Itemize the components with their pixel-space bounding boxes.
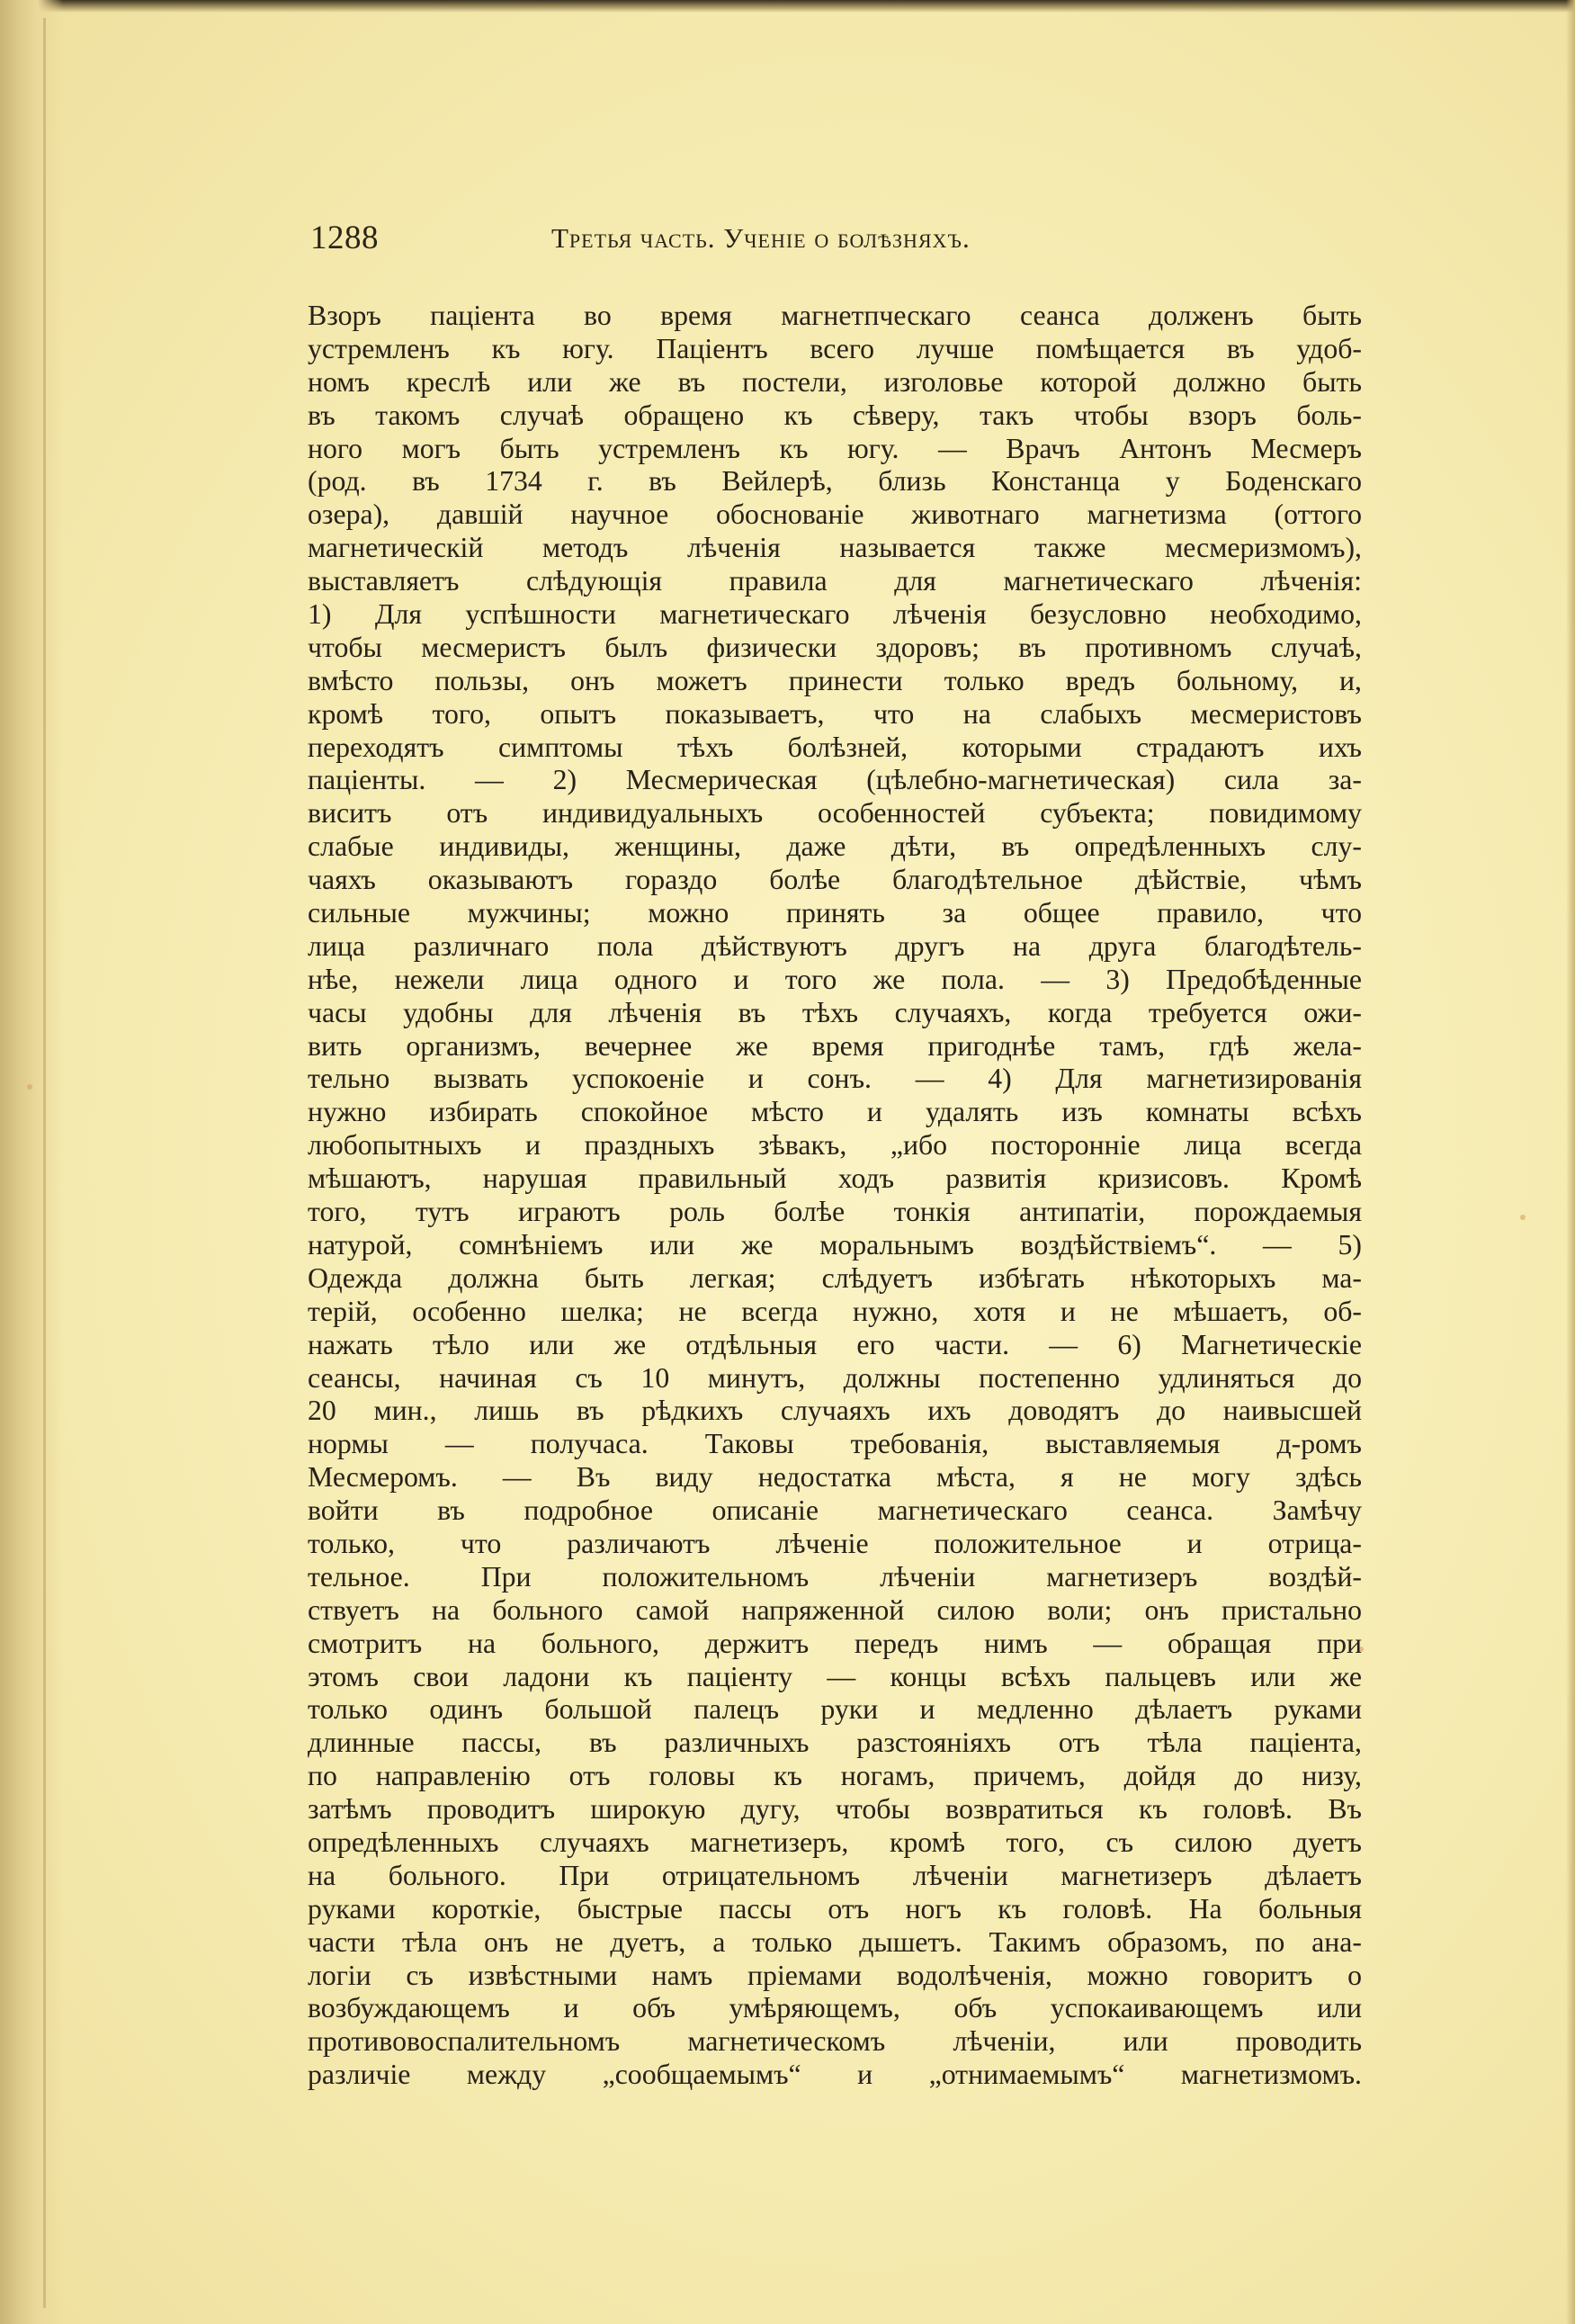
text-line: паціенты. — 2) Месмерическая (цѣлебно-магнетическая) сила за- bbox=[308, 764, 1362, 796]
text-line: Одежда должна быть легкая; слѣдуетъ избѣгать нѣкоторыхъ ма- bbox=[308, 1261, 1362, 1294]
text-line: того, тутъ играютъ роль болѣе тонкія антипатіи, порождаемыя bbox=[308, 1196, 1362, 1228]
text-line: логіи съ извѣстными намъ пріемами водолѣченія, можно говоритъ о bbox=[308, 1959, 1362, 1991]
text-line: (род. въ 1734 г. въ Вейлерѣ, близь Констанца у Боденскаго bbox=[308, 465, 1362, 498]
text-line: часы удобны для лѣченія въ тѣхъ случаяхъ, когда требуется ожи- bbox=[308, 996, 1362, 1028]
text-line: противовоспалительномъ магнетическомъ лѣченіи, или проводить bbox=[308, 2025, 1362, 2058]
page-header bbox=[310, 219, 1264, 269]
text-line: сильные мужчины; можно принять за общее правило, что bbox=[308, 897, 1362, 929]
text-line: нужно избирать спокойное мѣсто и удалять изъ комнаты всѣхъ bbox=[308, 1096, 1362, 1128]
text-line: нажать тѣло или же отдѣльныя его части. — 6) Магнетическіе bbox=[308, 1328, 1362, 1360]
paper-spot bbox=[1520, 1215, 1526, 1220]
text-line: затѣмъ проводитъ широкую дугу, чтобы возвратиться къ головѣ. Въ bbox=[308, 1793, 1362, 1826]
text-line: опредѣленныхъ случаяхъ магнетизеръ, кромѣ того, съ силою дуетъ bbox=[308, 1826, 1362, 1858]
text-line: этомъ свои ладони къ паціенту — концы всѣхъ пальцевъ или же bbox=[308, 1660, 1362, 1692]
text-line: переходятъ симптомы тѣхъ болѣзней, которыми страдаютъ ихъ bbox=[308, 731, 1362, 763]
text-line: войти въ подробное описаніе магнетическаго сеанса. Замѣчу bbox=[308, 1494, 1362, 1527]
text-line: слабые индивиды, женщины, даже дѣти, въ опредѣленныхъ слу- bbox=[308, 830, 1362, 863]
text-line: виситъ отъ индивидуальныхъ особенностей субъекта; повидимому bbox=[308, 797, 1362, 830]
page-top-edge bbox=[0, 0, 1575, 13]
text-line: 20 мин., лишь въ рѣдкихъ случаяхъ ихъ доводятъ до наивысшей bbox=[308, 1395, 1362, 1427]
text-line: смотритъ на больного, держитъ передъ нимъ — обращая при bbox=[308, 1627, 1362, 1659]
text-line: только одинъ большой палецъ руки и медленно дѣлаетъ руками bbox=[308, 1693, 1362, 1726]
text-line: вмѣсто пользы, онъ можетъ принести только вредъ больному, и, bbox=[308, 664, 1362, 696]
text-line: терій, особенно шелка; не всегда нужно, хотя и не мѣшаетъ, об- bbox=[308, 1295, 1362, 1327]
page-spine-shadow bbox=[0, 0, 63, 2324]
text-line: мѣшаютъ, нарушая правильный ходъ развитія кризисовъ. Кромѣ bbox=[308, 1162, 1362, 1195]
text-line: нѣе, нежели лица одного и того же пола. — 3) Предобѣденные bbox=[308, 963, 1362, 995]
text-line: Взоръ паціента во время магнетпческаго сеанса долженъ быть bbox=[308, 300, 1362, 331]
body-text bbox=[308, 300, 1362, 2092]
text-line: длинные пассы, въ различныхъ разстояніяхъ отъ тѣла паціента, bbox=[308, 1727, 1362, 1759]
text-line: любопытныхъ и праздныхъ зѣвакъ, „ибо посторонніе лица всегда bbox=[308, 1129, 1362, 1162]
text-line: руками короткіе, быстрые пассы отъ ногъ къ головѣ. На больныя bbox=[308, 1892, 1362, 1925]
text-line: чаяхъ оказываютъ гораздо болѣе благодѣтельное дѣйствіе, чѣмъ bbox=[308, 864, 1362, 896]
text-line: на больного. При отрицательномъ лѣченіи магнетизеръ дѣлаетъ bbox=[308, 1859, 1362, 1891]
text-line: лица различнаго пола дѣйствуютъ другъ на друга благодѣтель- bbox=[308, 929, 1362, 962]
text-line: натурой, сомнѣніемъ или же моральнымъ воздѣйствіемъ“. — 5) bbox=[308, 1228, 1362, 1261]
text-line: ного могъ быть устремленъ къ югу. — Врачъ Антонъ Месмеръ bbox=[308, 432, 1362, 464]
page-right-edge bbox=[1566, 0, 1575, 2324]
text-line: сеансы, начиная съ 10 минутъ, должны постепенно удлиняться до bbox=[308, 1361, 1362, 1394]
text-line: магнетическій методъ лѣченія называется также месмеризмомъ), bbox=[308, 532, 1362, 564]
text-line: въ такомъ случаѣ обращено къ сѣверу, такъ чтобы взоръ боль- bbox=[308, 399, 1362, 431]
text-line: ствуетъ на больного самой напряженной силою воли; онъ пристально bbox=[308, 1593, 1362, 1626]
text-line: тельно вызвать успокоеніе и сонъ. — 4) Для магнетизированія bbox=[308, 1063, 1362, 1095]
text-line: нормы — получаса. Таковы требованія, выставляемыя д-ромъ bbox=[308, 1428, 1362, 1460]
running-head: Третья часть. Ученiе о болѣзняхъ. bbox=[551, 222, 971, 254]
text-line: кромѣ того, опытъ показываетъ, что на слабыхъ месмеристовъ bbox=[308, 697, 1362, 730]
text-line: номъ креслѣ или же въ постели, изголовье которой должно быть bbox=[308, 365, 1362, 398]
text-line: части тѣла онъ не дуетъ, а только дышетъ. Такимъ образомъ, по ана- bbox=[308, 1925, 1362, 1958]
paper-spot bbox=[27, 1084, 32, 1090]
text-line: только, что различаютъ лѣченіе положительное и отрица- bbox=[308, 1527, 1362, 1559]
text-line: устремленъ къ югу. Паціентъ всего лучше помѣщается въ удоб- bbox=[308, 332, 1362, 364]
text-line: 1) Для успѣшности магнетическаго лѣченія безусловно необходимо, bbox=[308, 598, 1362, 631]
text-line: тельное. При положительномъ лѣченіи магнетизеръ воздѣй- bbox=[308, 1560, 1362, 1593]
text-line: различіе между „сообщаемымъ“ и „отнимаемымъ“ магнетизмомъ. bbox=[308, 2059, 1362, 2091]
text-line: озера), давшій научное обоснованіе животнаго магнетизма (оттого bbox=[308, 498, 1362, 531]
spine-line bbox=[43, 18, 46, 2308]
text-line: возбуждающемъ и объ умѣряющемъ, объ успокаивающемъ или bbox=[308, 1992, 1362, 2024]
text-line: вить организмъ, вечернее же время пригоднѣе тамъ, гдѣ жела- bbox=[308, 1029, 1362, 1062]
page-number: 1288 bbox=[310, 220, 379, 256]
text-line: по направленію отъ головы къ ногамъ, причемъ, дойдя до низу, bbox=[308, 1760, 1362, 1792]
text-line: выставляетъ слѣдующія правила для магнетическаго лѣченія: bbox=[308, 565, 1362, 597]
text-line: Месмеромъ. — Въ виду недостатка мѣста, я не могу здѣсь bbox=[308, 1461, 1362, 1494]
text-line: чтобы месмеристъ былъ физически здоровъ; въ противномъ случаѣ, bbox=[308, 631, 1362, 663]
